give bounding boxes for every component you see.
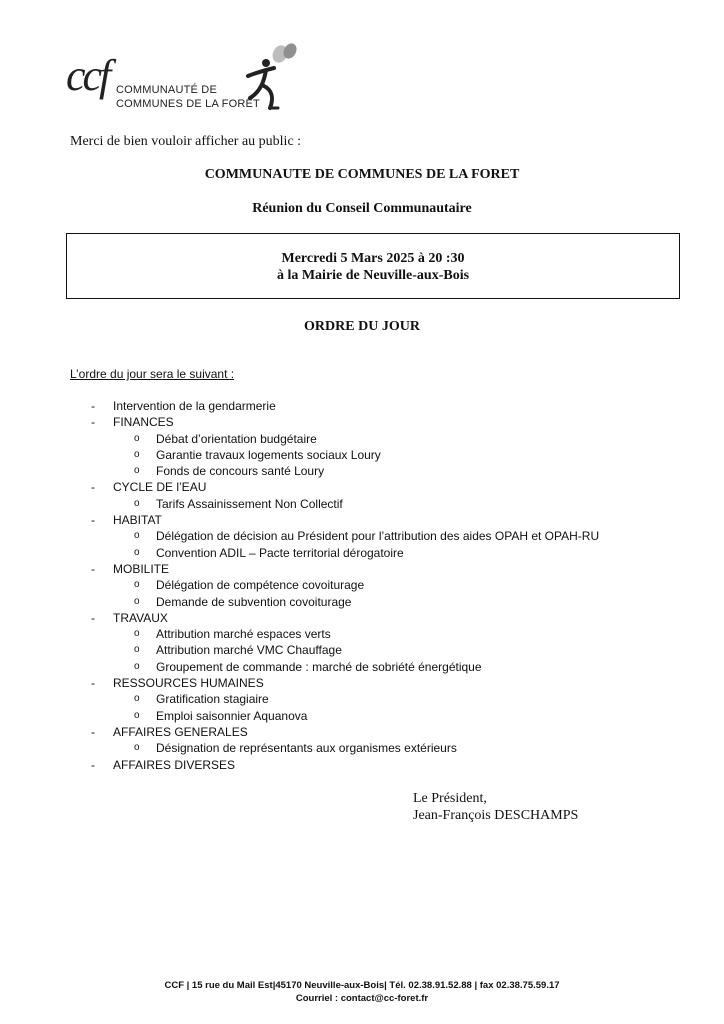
- circle-bullet-icon: o: [134, 579, 140, 591]
- agenda-section-label: CYCLE DE l’EAU: [113, 480, 207, 495]
- dash-marker: -: [91, 513, 95, 528]
- agenda-section: [0, 610, 724, 626]
- agenda-section-label: TRAVAUX: [113, 610, 168, 625]
- logo-monogram: ccf: [66, 51, 109, 100]
- circle-bullet-icon: o: [134, 497, 140, 509]
- agenda-section-label: AFFAIRES DIVERSES: [113, 757, 236, 772]
- agenda-subitem: [0, 463, 724, 479]
- dash-marker: -: [91, 399, 95, 413]
- circle-bullet-icon: o: [134, 693, 140, 705]
- agenda-heading: ORDRE DU JOUR: [304, 319, 420, 334]
- agenda-section: [0, 398, 724, 414]
- meeting-date: Mercredi 5 Mars 2025 à 20 :30: [281, 251, 465, 266]
- agenda-subitem: [0, 594, 724, 610]
- agenda-subitem: [0, 626, 724, 642]
- circle-bullet-icon: o: [134, 530, 140, 542]
- organization-title: COMMUNAUTE DE COMMUNES DE LA FORET: [204, 167, 520, 182]
- agenda-section-label: FINANCES: [113, 415, 174, 430]
- agenda-subitem-label: Demande de subvention covoiturage: [156, 594, 352, 609]
- dash-marker: -: [91, 724, 95, 739]
- agenda-subitem-label: Délégation de décision au Président pour l’attribution des aides OPAH et OPAH-RU: [156, 529, 600, 544]
- dash-marker: -: [91, 561, 95, 576]
- agenda-subitem: [0, 691, 724, 707]
- dash-marker: -: [91, 480, 95, 495]
- agenda-subitem: [0, 577, 724, 593]
- agenda-list: [0, 398, 724, 773]
- agenda-subitem: [0, 708, 724, 724]
- agenda-subitem: [0, 545, 724, 561]
- meeting-place: à la Mairie de Neuville-aux-Bois: [276, 268, 470, 283]
- agenda-subitem-label: Attribution marché espaces verts: [156, 627, 331, 642]
- agenda-intro: L’ordre du jour sera le suivant :: [70, 367, 235, 381]
- circle-bullet-icon: o: [134, 742, 140, 754]
- circle-bullet-icon: o: [134, 628, 140, 640]
- ccf-logo: [64, 42, 314, 118]
- agenda-subitem: [0, 659, 724, 675]
- agenda-section: [0, 512, 724, 528]
- logo-text-line2: COMMUNES DE LA FORÊT: [116, 98, 260, 110]
- agenda-subitem: [0, 447, 724, 463]
- agenda-subitem-label: Désignation de représentants aux organismes extérieurs: [156, 741, 457, 756]
- agenda-section: [0, 724, 724, 740]
- agenda-subitem-label: Garantie travaux logements sociaux Loury: [156, 447, 381, 462]
- signature-title: Le Président,: [413, 791, 487, 806]
- agenda-subitem-label: Délégation de compétence covoiturage: [156, 578, 365, 593]
- circle-bullet-icon: o: [134, 448, 140, 460]
- agenda-subitem-label: Tarifs Assainissement Non Collectif: [156, 496, 343, 511]
- agenda-subitem-label: Convention ADIL – Pacte territorial dérogatoire: [156, 545, 404, 560]
- agenda-section-label: HABITAT: [113, 513, 162, 528]
- agenda-subitem-label: Emploi saisonnier Aquanova: [156, 708, 308, 723]
- dash-marker: -: [91, 415, 95, 430]
- circle-bullet-icon: o: [134, 644, 140, 656]
- agenda-subitem-label: Gratification stagiaire: [156, 692, 269, 707]
- footer-email: Courriel : contact@cc-foret.fr: [295, 993, 429, 1004]
- agenda-subitem: [0, 431, 724, 447]
- circle-bullet-icon: o: [134, 546, 140, 558]
- display-notice: Merci de bien vouloir afficher au public :: [70, 134, 302, 149]
- agenda-subitem-label: Attribution marché VMC Chauffage: [156, 643, 342, 658]
- agenda-section-label: AFFAIRES GENERALES: [113, 724, 248, 739]
- agenda-subitem-label: Débat d’orientation budgétaire: [156, 431, 317, 446]
- meeting-title: Réunion du Conseil Communautaire: [252, 201, 472, 216]
- agenda-section-label: Intervention de la gendarmerie: [113, 399, 276, 413]
- footer-address: CCF | 15 rue du Mail Est|45170 Neuville-aux-Bois| Tél. 02.38.91.52.88 | fax 02.38.75.59.17: [164, 980, 560, 991]
- leaping-figure-icon: [244, 42, 304, 114]
- agenda-section-label: RESSOURCES HUMAINES: [113, 676, 264, 691]
- dash-marker: -: [91, 676, 95, 691]
- agenda-section: [0, 675, 724, 691]
- agenda-subitem: [0, 642, 724, 658]
- agenda-section: [0, 561, 724, 577]
- agenda-section: [0, 757, 724, 773]
- signature-name: Jean-François DESCHAMPS: [413, 808, 579, 823]
- agenda-subitem: [0, 528, 724, 544]
- dash-marker: -: [91, 757, 95, 772]
- logo-text-line1: COMMUNAUTÉ DE: [116, 84, 217, 96]
- agenda-section: [0, 414, 724, 430]
- circle-bullet-icon: o: [134, 709, 140, 721]
- circle-bullet-icon: o: [134, 595, 140, 607]
- dash-marker: -: [91, 610, 95, 625]
- circle-bullet-icon: o: [134, 660, 140, 672]
- agenda-subitem-label: Fonds de concours santé Loury: [156, 464, 325, 479]
- agenda-subitem: [0, 740, 724, 756]
- agenda-subitem-label: Groupement de commande : marché de sobriété énergétique: [156, 659, 482, 674]
- agenda-section-label: MOBILITE: [113, 561, 170, 576]
- meeting-info-box: [66, 233, 680, 299]
- circle-bullet-icon: o: [134, 465, 140, 477]
- agenda-section: [0, 479, 724, 495]
- agenda-subitem: [0, 496, 724, 512]
- circle-bullet-icon: o: [134, 432, 140, 444]
